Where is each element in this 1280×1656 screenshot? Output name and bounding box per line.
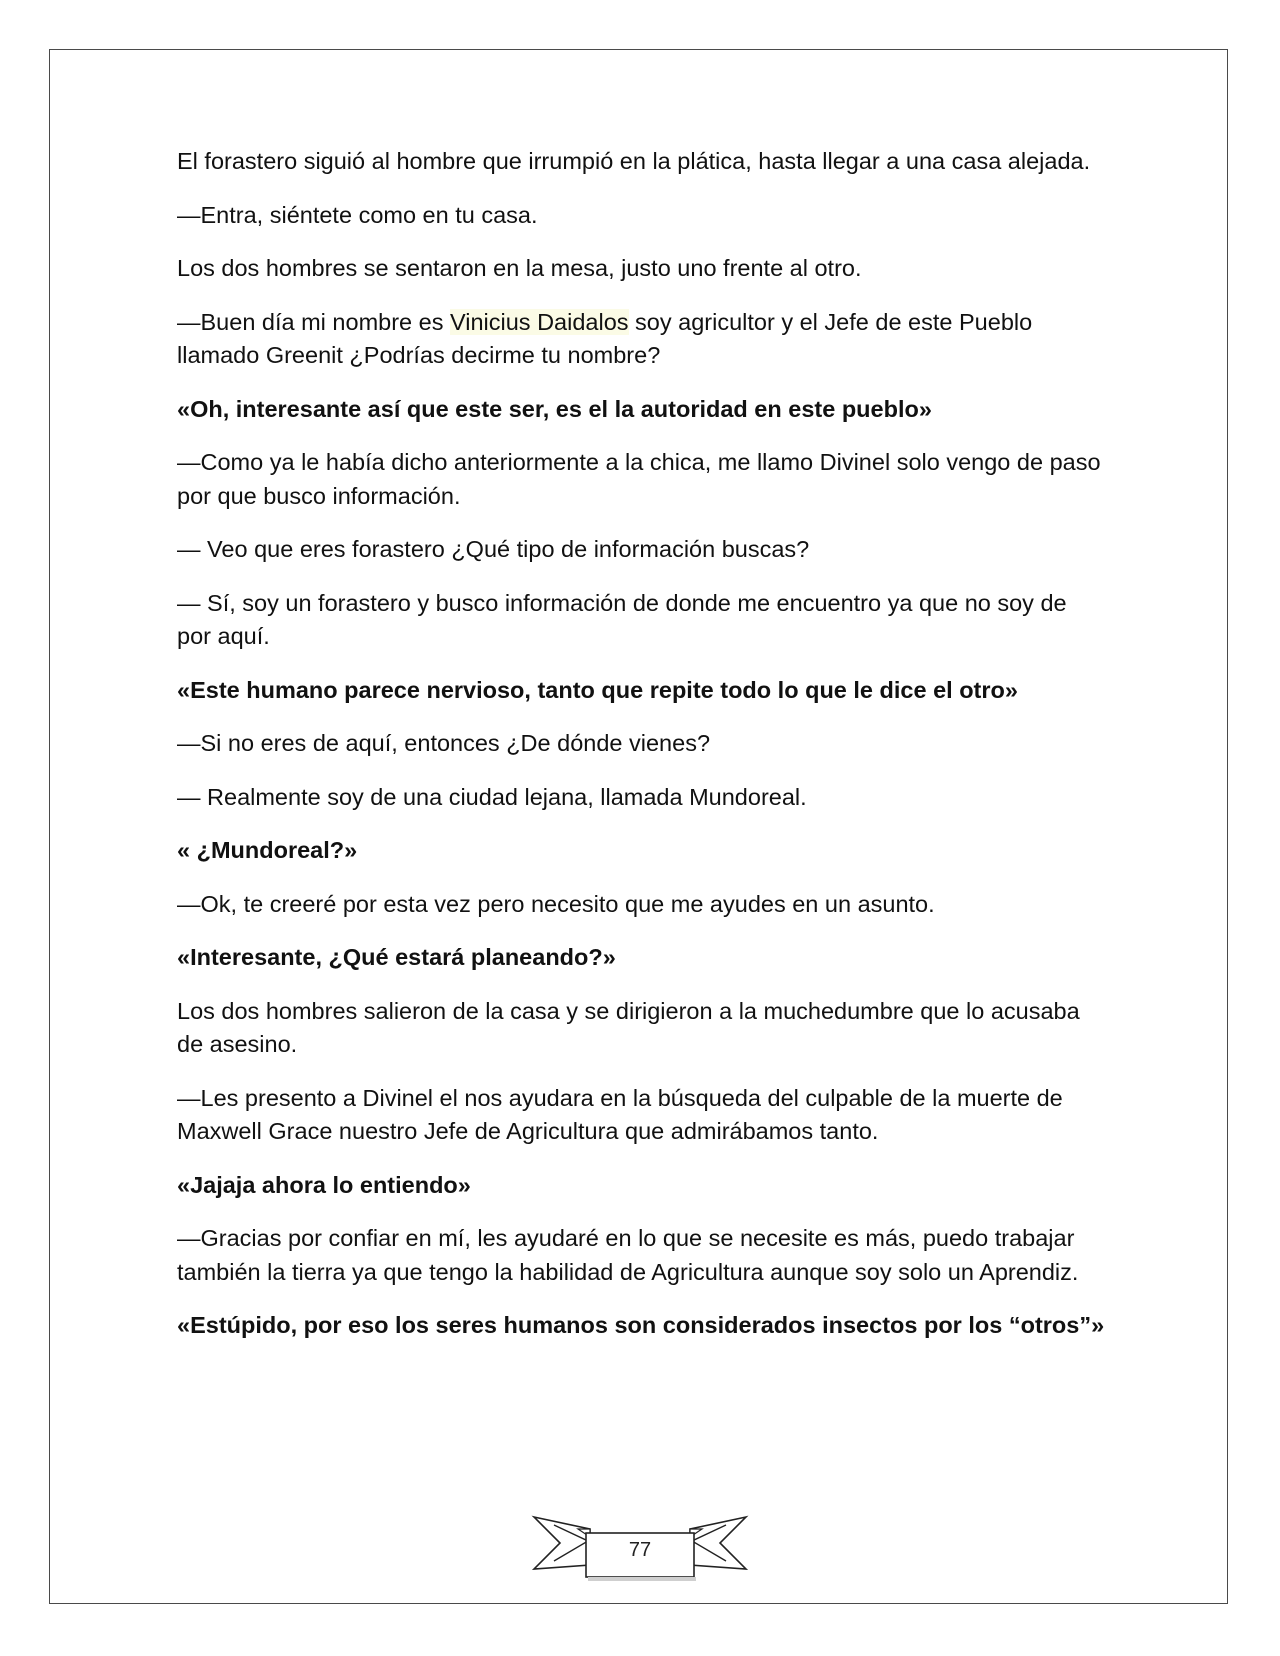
paragraph-dialogue: — Veo que eres forastero ¿Qué tipo de información buscas? <box>177 536 810 562</box>
paragraph-dialogue: — Realmente soy de una ciudad lejana, llamada Mundoreal. <box>177 783 807 810</box>
paragraph-inner-thought: «Oh, interesante así que este ser, es el la autoridad en este pueblo» <box>177 395 932 422</box>
paragraph-dialogue: —Ok, te creeré por esta vez pero necesito que me ayudes en un asunto. <box>177 890 935 917</box>
paragraph-dialogue: —Como ya le había dicho anteriormente a la chica, me llamo Divinel solo vengo de paso por que busco información. <box>177 449 1101 509</box>
paragraph-inner-thought: «Interesante, ¿Qué estará planeando?» <box>177 944 616 970</box>
paragraph-dialogue: —Gracias por confiar en mí, les ayudaré en lo que se necesite es más, puedo trabajar también la tierra ya que tengo la habilidad de Agricultura aunque soy solo un Aprendiz. <box>177 1225 1079 1285</box>
page-number: 77 <box>628 1539 652 1561</box>
paragraph-dialogue: — Sí, soy un forastero y busco información de donde me encuentro ya que no soy de por aquí. <box>177 589 1067 649</box>
dialogue-text: —Buen día mi nombre es <box>177 308 450 335</box>
paragraph-narration: Los dos hombres salieron de la casa y se dirigieron a la muchedumbre que lo acusaba de asesino. <box>177 997 1080 1057</box>
paragraph-narration: Los dos hombres se sentaron en la mesa, justo uno frente al otro. <box>177 255 862 281</box>
paragraph-inner-thought: «Estúpido, por eso los seres humanos son considerados insectos por los “otros”» <box>177 1312 1105 1338</box>
paragraph-dialogue: —Les presento a Divinel el nos ayudara en la búsqueda del culpable de la muerte de Maxwell Grace nuestro Jefe de Agricultura que admirábamos tanto. <box>177 1084 1063 1144</box>
dialogue-text: soy agricultor y el Jefe de este Pueblo llamado Greenit ¿Podrías decirme tu nombre? <box>177 308 1033 368</box>
page-number-banner <box>530 1515 750 1585</box>
highlighted-name: Vinicius Daidalos <box>450 308 629 335</box>
paragraph-dialogue: —Si no eres de aquí, entonces ¿De dónde vienes? <box>177 730 711 756</box>
paragraph-inner-thought: «Jajaja ahora lo entiendo» <box>177 1171 471 1198</box>
paragraph-dialogue: —Entra, siéntete como en tu casa. <box>177 201 538 228</box>
paragraph-inner-thought: « ¿Mundoreal?» <box>177 837 358 863</box>
page-body <box>177 145 1107 1363</box>
paragraph-dialogue-with-name <box>177 306 1107 373</box>
paragraph-inner-thought: «Este humano parece nervioso, tanto que repite todo lo que le dice el otro» <box>177 676 1018 703</box>
paragraph-narration: El forastero siguió al hombre que irrumpió en la plática, hasta llegar a una casa alejada. <box>177 148 1091 174</box>
